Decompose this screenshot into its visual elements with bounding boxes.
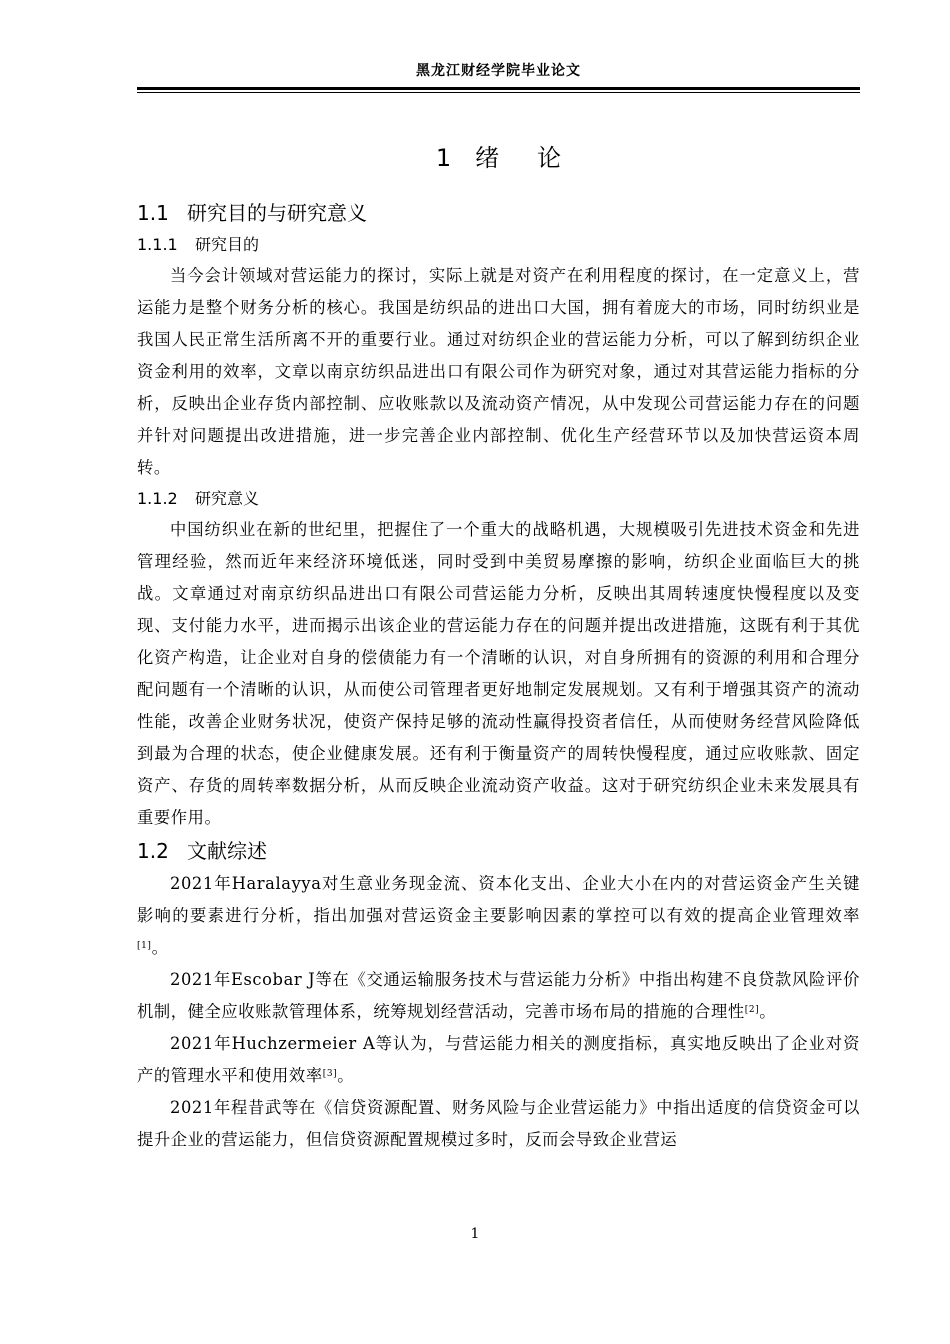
- paragraph-end: 。: [759, 1002, 777, 1021]
- section-heading-1-2: [137, 834, 860, 868]
- section-number: 1.1: [137, 201, 169, 225]
- subsection-title: 研究目的: [195, 235, 260, 254]
- paragraph-text: 2021年Haralayya对生意业务现金流、资本化支出、企业大小在内的对营运资金产生关键影响的要素进行分析，指出加强对营运资金主要影响因素的掌控可以有效的提高企业管理效率: [137, 874, 860, 925]
- paragraph-literature-2: [137, 964, 860, 1028]
- paragraph-research-purpose: 当今会计领域对营运能力的探讨，实际上就是对资产在利用程度的探讨，在一定意义上，营运能力是整个财务分析的核心。我国是纺织品的进出口大国，拥有着庞大的市场，同时纺织业是我国人民正常生活所离不开的重要行业。通过对纺织企业的营运能力分析，可以了解到纺织企业资金利用的效率，文章以南京纺织品进出口有限公司作为研究对象，通过对其营运能力指标的分析，反映出企业存货内部控制、应收账款以及流动资产情况，从中发现公司营运能力存在的问题并针对问题提出改进措施，进一步完善企业内部控制、优化生产经营环节以及加快营运资本周转。: [137, 266, 860, 477]
- section-number: 1.2: [137, 839, 169, 863]
- paragraph-literature-4: 2021年程昔武等在《信贷资源配置、财务风险与企业营运能力》中指出适度的信贷资金可以提升企业的营运能力，但信贷资源配置规模过多时，反而会导致企业营运: [137, 1098, 860, 1149]
- subsection-number: 1.1.1: [137, 235, 178, 254]
- chapter-title: [137, 138, 860, 173]
- citation-ref: [2]: [744, 1005, 760, 1015]
- paragraph-text: 2021年Huchzermeier A等认为，与营运能力相关的测度指标，真实地反映出了企业对资产的管理水平和使用效率: [137, 1034, 860, 1085]
- citation-ref: [3]: [322, 1069, 338, 1079]
- paragraph-literature-3: [137, 1028, 860, 1092]
- paragraph-literature-1: [137, 868, 860, 964]
- section-title: 文献综述: [187, 839, 267, 863]
- section-title: 研究目的与研究意义: [187, 201, 367, 225]
- chapter-title-char-2: 论: [537, 144, 562, 172]
- main-content: [137, 196, 860, 1156]
- paragraph-research-significance: 中国纺织业在新的世纪里，把握住了一个重大的战略机遇，大规模吸引先进技术资金和先进管理经验，然而近年来经济环境低迷，同时受到中美贸易摩擦的影响，纺织企业面临巨大的挑战。文章通过对南京纺织品进出口有限公司营运能力分析，反映出其周转速度快慢程度以及变现、支付能力水平，进而揭示出该企业的营运能力存在的问题并提出改进措施，这既有利于其优化资产构造，让企业对自身的偿债能力有一个清晰的认识，对自身所拥有的资源的利用和合理分配问题有一个清晰的认识，从而使公司管理者更好地制定发展规划。又有利于增强其资产的流动性能，改善企业财务状况，使资产保持足够的流动性赢得投资者信任，从而使财务经营风险降低到最为合理的状态，使企业健康发展。还有利于衡量资产的周转快慢程度，通过应收账款、固定资产、存货的周转率数据分析，从而反映企业流动资产收益。这对于研究纺织企业未来发展具有重要作用。: [137, 520, 860, 827]
- page-number: 1: [470, 1226, 480, 1242]
- chapter-title-char-1: 绪: [475, 144, 500, 172]
- paragraph-end: 。: [337, 1066, 355, 1085]
- subsection-number: 1.1.2: [137, 489, 178, 508]
- subsection-heading-1-1-2: [137, 484, 860, 514]
- header-rule-thick: [137, 87, 860, 90]
- section-heading-1-1: [137, 196, 860, 230]
- running-header: 黑龙江财经学院毕业论文: [416, 63, 581, 79]
- subsection-heading-1-1-1: [137, 230, 860, 260]
- chapter-number: 1: [435, 144, 452, 172]
- paragraph-end: 。: [151, 938, 169, 957]
- paragraph-text: 2021年Escobar J等在《交通运输服务技术与营运能力分析》中指出构建不良贷款风险评价机制，健全应收账款管理体系，统筹规划经营活动，完善市场布局的措施的合理性: [137, 970, 860, 1021]
- citation-ref: [1]: [137, 941, 152, 951]
- header-rule-thin: [137, 92, 860, 93]
- subsection-title: 研究意义: [195, 489, 260, 508]
